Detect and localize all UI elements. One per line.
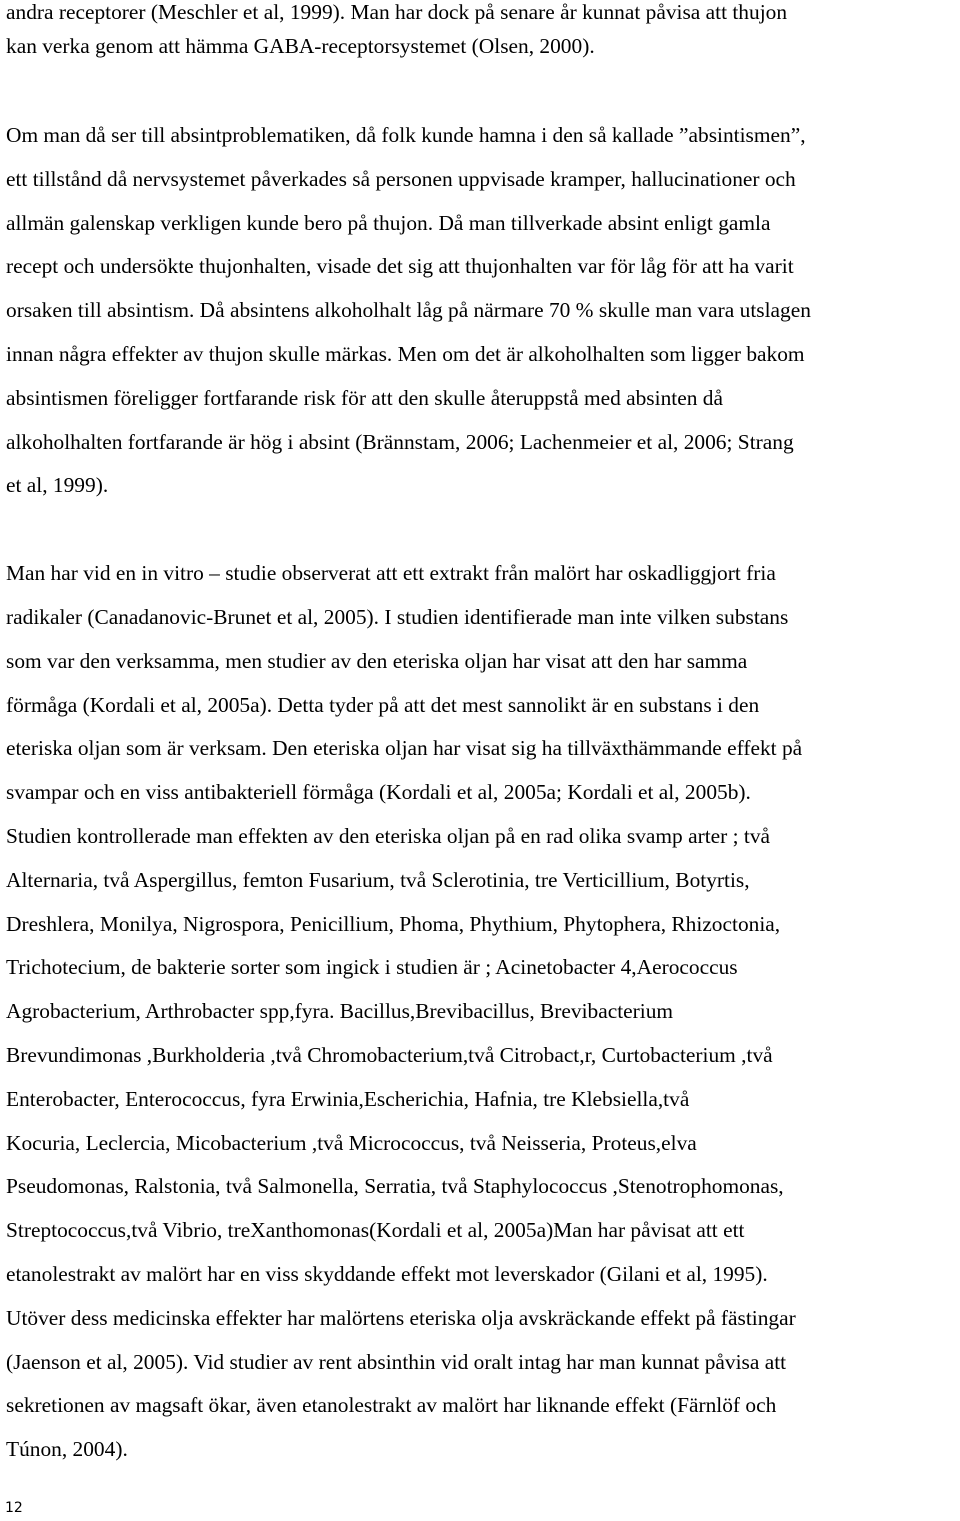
- paragraph-thujon-gaba: [6, 0, 946, 63]
- text-line: Alternaria, två Aspergillus, femton Fusarium, två Sclerotinia, tre Verticillium, Botyrtis,: [6, 867, 750, 892]
- text-line: recept och undersökte thujonhalten, visade det sig att thujonhalten var för låg för att ha varit: [6, 254, 794, 279]
- text-line: förmåga (Kordali et al, 2005a). Detta tyder på att det mest sannolikt är en substans i den: [6, 692, 760, 717]
- text-line: Dreshlera, Monilya, Nigrospora, Penicillium, Phoma, Phythium, Phytophera, Rhizoctonia,: [6, 911, 781, 936]
- text-line: eteriska oljan som är verksam. Den eteriska oljan har visat sig ha tillväxthämmande effekt på: [6, 736, 803, 761]
- text-line: alkoholhalten fortfarande är hög i absint (Brännstam, 2006; Lachenmeier et al, 2006; Strang: [6, 429, 794, 454]
- page-number: 12: [5, 1500, 23, 1516]
- paragraph-absintism: [6, 114, 946, 508]
- text-line: Streptococcus,två Vibrio, treXanthomonas(Kordali et al, 2005a)Man har påvisat att ett: [6, 1218, 745, 1243]
- text-line: kan verka genom att hämma GABA-receptorsystemet (Olsen, 2000).: [6, 34, 595, 58]
- text-line: Brevundimonas ,Burkholderia ,två Chromobacterium,två Citrobact,r, Curtobacterium ,två: [6, 1042, 773, 1067]
- text-line: et al, 1999).: [6, 473, 109, 498]
- text-line: Kocuria, Leclercia, Micobacterium ,två Micrococcus, två Neisseria, Proteus,elva: [6, 1130, 697, 1155]
- text-line: radikaler (Canadanovic-Brunet et al, 2005). I studien identifierade man inte vilken substans: [6, 604, 789, 629]
- text-line: svampar och en viss antibakteriell förmåga (Kordali et al, 2005a; Kordali et al, 2005b).: [6, 780, 751, 805]
- text-line: andra receptorer (Meschler et al, 1999). Man har dock på senare år kunnat påvisa att thujon: [6, 0, 788, 24]
- text-line: Utöver dess medicinska effekter har malörtens eteriska olja avskräckande effekt på fästingar: [6, 1305, 796, 1330]
- text-line: Agrobacterium, Arthrobacter spp,fyra. Bacillus,Brevibacillus, Brevibacterium: [6, 999, 674, 1024]
- text-line: Om man då ser till absintproblematiken, då folk kunde hamna i den så kallade ”absintismen”,: [6, 123, 806, 147]
- text-line: allmän galenskap verkligen kunde bero på thujon. Då man tillverkade absint enligt gamla: [6, 210, 771, 235]
- text-line: Trichotecium, de bakterie sorter som ingick i studien är ; Acinetobacter 4,Aerococcus: [6, 955, 738, 980]
- text-line: (Jaenson et al, 2005). Vid studier av rent absinthin vid oralt intag har man kunnat påvisa att: [6, 1349, 787, 1374]
- text-line: Túnon, 2004).: [6, 1437, 128, 1462]
- text-line: Man har vid en in vitro – studie observerat att ett extrakt från malört har oskadliggjort fria: [6, 561, 776, 586]
- text-line: innan några effekter av thujon skulle märkas. Men om det är alkoholhalten som ligger bakom: [6, 341, 805, 366]
- text-line: absintismen föreligger fortfarande risk för att den skulle återuppstå med absinten då: [6, 385, 723, 410]
- paragraph-in-vitro-study: [6, 552, 946, 1472]
- text-line: sekretionen av magsaft ökar, även etanolestrakt av malört har liknande effekt (Färnlöf och: [6, 1393, 777, 1418]
- text-line: Studien kontrollerade man effekten av den eteriska oljan på en rad olika svamp arter ; två: [6, 823, 771, 848]
- text-line: etanolestrakt av malört har en viss skyddande effekt mot leverskador (Gilani et al, 1995).: [6, 1261, 768, 1286]
- text-line: som var den verksamma, men studier av den eteriska oljan har visat att den har samma: [6, 648, 748, 673]
- text-line: Pseudomonas, Ralstonia, två Salmonella, Serratia, två Staphylococcus ,Stenotrophomonas,: [6, 1174, 784, 1199]
- text-line: Enterobacter, Enterococcus, fyra Erwinia,Escherichia, Hafnia, tre Klebsiella,två: [6, 1086, 690, 1111]
- text-line: orsaken till absintism. Då absintens alkoholhalt låg på närmare 70 % skulle man vara utslagen: [6, 298, 811, 323]
- document-page: [6, 0, 946, 1472]
- text-line: ett tillstånd då nervsystemet påverkades så personen uppvisade kramper, hallucinationer och: [6, 166, 796, 191]
